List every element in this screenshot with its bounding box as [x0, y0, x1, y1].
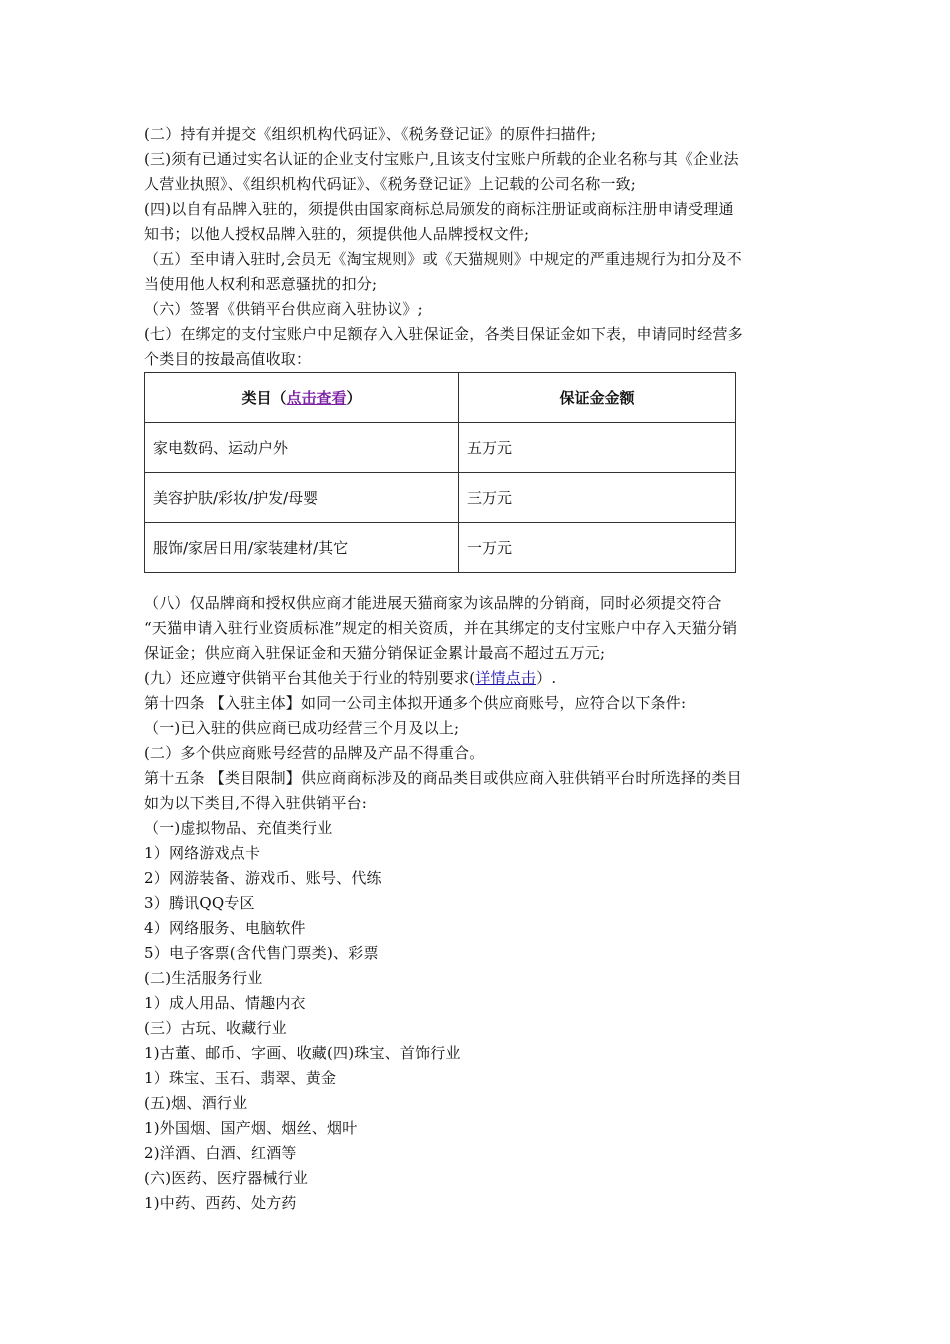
text-line: （一)已入驻的供应商已成功经营三个月及以上;: [144, 719, 460, 737]
details-link[interactable]: 详情点击: [475, 669, 537, 687]
text-line: （五）至申请入驻时,会员无《淘宝规则》或《天猫规则》中规定的严重违规行为扣分及不: [144, 250, 742, 268]
text-line: (三)须有已通过实名认证的企业支付宝账户,且该支付宝账户所载的企业名称与其《企业法: [144, 150, 739, 168]
text-line: （六）签署《供销平台供应商入驻协议》;: [144, 300, 423, 318]
text-line: 第十四条 【入驻主体】如同一公司主体拟开通多个供应商账号，应符合以下条件:: [144, 694, 687, 712]
table-row: [145, 423, 736, 473]
cell-category: 家电数码、运动户外: [145, 423, 459, 473]
table-header-row: [145, 373, 736, 423]
cell-category: 美容护肤/彩妆/护发/母婴: [145, 473, 459, 523]
text-line: 1)古董、邮币、字画、收藏(四)珠宝、首饰行业: [144, 1044, 461, 1062]
text-line: (三）古玩、收藏行业: [144, 1019, 287, 1037]
text-line: 个类目的按最高值收取：: [144, 350, 312, 368]
text-line: 知书；以他人授权品牌入驻的，须提供他人品牌授权文件;: [144, 225, 530, 243]
table-row: [145, 523, 736, 573]
table-row: [145, 473, 736, 523]
text-line: （八）仅品牌商和授权供应商才能进展天猫商家为该品牌的分销商，同时必须提交符合: [144, 594, 722, 612]
document-page: [144, 122, 809, 1216]
text-line: 3）腾讯QQ专区: [144, 894, 255, 912]
text-line: 2）网游装备、游戏币、账号、代练: [144, 869, 382, 887]
text-line: (二)生活服务行业: [144, 969, 263, 987]
view-categories-link[interactable]: 点击查看: [286, 389, 347, 407]
deposit-table: [144, 372, 736, 573]
header-category: 类目（点击查看）: [145, 373, 459, 423]
text-line: (七）在绑定的支付宝账户中足额存入入驻保证金，各类目保证金如下表，申请同时经营多: [144, 325, 743, 343]
cell-category: 服饰/家居日用/家装建材/其它: [145, 523, 459, 573]
text-line: (四)以自有品牌入驻的，须提供由国家商标总局颁发的商标注册证或商标注册申请受理通: [144, 200, 734, 218]
text-line: (五)烟、酒行业: [144, 1094, 248, 1112]
text-line: (二）持有并提交《组织机构代码证》、《税务登记证》的原件扫描件;: [144, 125, 597, 143]
text-line: (六)医药、医疗器械行业: [144, 1169, 309, 1187]
text-line: 4）网络服务、电脑软件: [144, 919, 306, 937]
text-line: 1）成人用品、情趣内衣: [144, 994, 306, 1012]
text-line: 1）珠宝、玉石、翡翠、黄金: [144, 1069, 337, 1087]
text-line: 2)洋酒、白酒、红酒等: [144, 1144, 297, 1162]
bottom-paragraphs: [144, 691, 809, 1216]
cell-amount: 一万元: [459, 523, 736, 573]
text-line: 保证金；供应商入驻保证金和天猫分销保证金累计最高不超过五万元;: [144, 644, 606, 662]
text-line: 如为以下类目,不得入驻供销平台:: [144, 794, 368, 812]
text-line-nine: (九）还应遵守供销平台其他关于行业的特别要求(详情点击）.: [144, 669, 557, 687]
text-line: 人营业执照》、《组织机构代码证》、《税务登记证》上记载的公司名称一致;: [144, 175, 637, 193]
text-line: 1）网络游戏点卡: [144, 844, 261, 862]
cell-amount: 五万元: [459, 423, 736, 473]
text-line: 第十五条 【类目限制】供应商商标涉及的商品类目或供应商入驻供销平台时所选择的类目: [144, 769, 742, 787]
header-amount: 保证金金额: [459, 373, 736, 423]
text-line: (二）多个供应商账号经营的品牌及产品不得重合。: [144, 744, 485, 762]
text-line: 1)中药、西药、处方药: [144, 1194, 297, 1212]
text-line: 1)外国烟、国产烟、烟丝、烟叶: [144, 1119, 358, 1137]
text-line: 5）电子客票(含代售门票类)、彩票: [144, 944, 379, 962]
text-line: （一)虚拟物品、充值类行业: [144, 819, 333, 837]
cell-amount: 三万元: [459, 473, 736, 523]
mid-paragraphs: [144, 591, 809, 691]
text-line: “天猫申请入驻行业资质标准”规定的相关资质，并在其绑定的支付宝账户中存入天猫分销: [144, 619, 738, 637]
text-line: 当使用他人权利和恶意骚扰的扣分;: [144, 275, 378, 293]
top-paragraphs: [144, 122, 809, 372]
